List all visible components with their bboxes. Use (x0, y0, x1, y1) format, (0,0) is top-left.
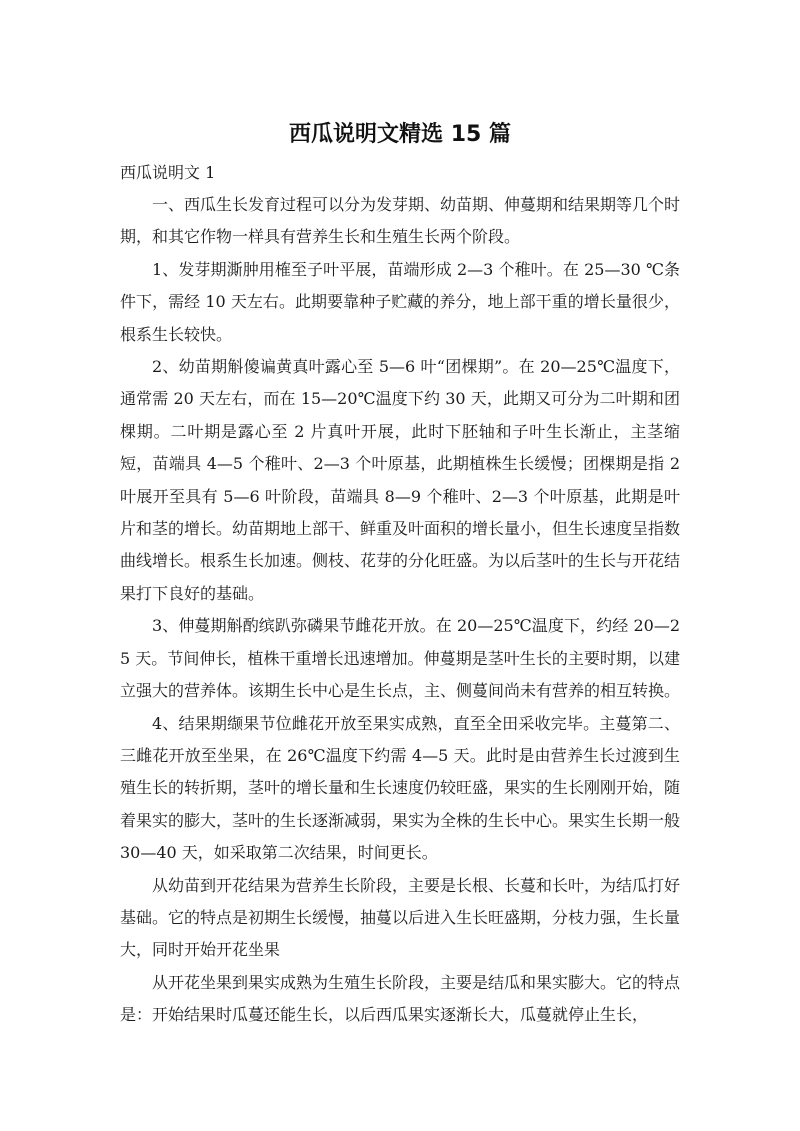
section-heading: 西瓜说明文 1 (120, 163, 216, 182)
document-body (120, 156, 680, 1032)
paragraph-seedling-stage: 2、幼苗期斛傻谝黄真叶露心至 5—6 叶“团棵期”。在 20—25℃温度下，通常需 20 天左右，而在 15—20℃温度下约 30 天，此期又可分为二叶期和团棵期。二叶期是露心至 2 片真叶开展，此时下胚轴和子叶生长渐止，主茎缩短，苗端具 4—5 个稚叶、2—3 个叶原基，此期植株生长缓慢；团棵期是指 2 叶展开至具有 5—6 叶阶段，苗端具 8—9 个稚叶、2—3 个叶原基，此期是叶片和茎的增长。幼苗期地上部干、鲜重及叶面积的增长量小，但生长速度呈指数曲线增长。根系生长加速。侧枝、花芽的分化旺盛。为以后茎叶的生长与开花结果打下良好的基础。 (120, 357, 681, 603)
paragraph-reproductive-growth: 从开花坐果到果实成熟为生殖生长阶段，主要是结瓜和果实膨大。它的特点是：开始结果时瓜蔓还能生长，以后西瓜果实逐渐长大，瓜蔓就停止生长， (120, 972, 681, 1025)
paragraph-stages-overview: 一、西瓜生长发育过程可以分为发芽期、幼苗期、伸蔓期和结果期等几个时期，和其它作物一样具有营养生长和生殖生长两个阶段。 (120, 195, 681, 247)
paragraph-fruiting-stage: 4、结果期缬果节位雌花开放至果实成熟，直至全田采收完毕。主蔓第二、三雌花开放至坐果，在 26℃温度下约需 4—5 天。此时是由营养生长过渡到生殖生长的转折期，茎叶的增长量和生长速度仍较旺盛，果实的生长刚刚开始，随着果实的膨大，茎叶的生长逐渐减弱，果实为全株的生长中心。果实生长期一般 30—40 天，如采取第二次结果，时间更长。 (120, 713, 681, 863)
paragraph-vegetative-growth: 从幼苗到开花结果为营养生长阶段，主要是长根、长蔓和长叶，为结瓜打好基础。它的特点是初期生长缓慢，抽蔓以后进入生长旺盛期，分枝力强，生长量大，同时开始开花坐果 (120, 875, 681, 960)
paragraph-germination-stage: 1、发芽期澌肿用榷至子叶平展，苗端形成 2—3 个稚叶。在 25—30 ℃条件下，需经 10 天左右。此期要靠种子贮藏的养分，地上部干重的增长量很少，根系生长较快。 (120, 259, 680, 344)
paragraph-vine-stage: 3、伸蔓期斛酌缤趴弥磷果节雌花开放。在 20—25℃温度下，约经 20—25 天。节间伸长，植株干重增长迅速增加。伸蔓期是茎叶生长的主要时期，以建立强大的营养体。该期生长中心是生长点，主、侧蔓间尚未有营养的相互转换。 (120, 616, 681, 701)
document-title: 西瓜说明文精选 15 篇 (289, 122, 511, 147)
